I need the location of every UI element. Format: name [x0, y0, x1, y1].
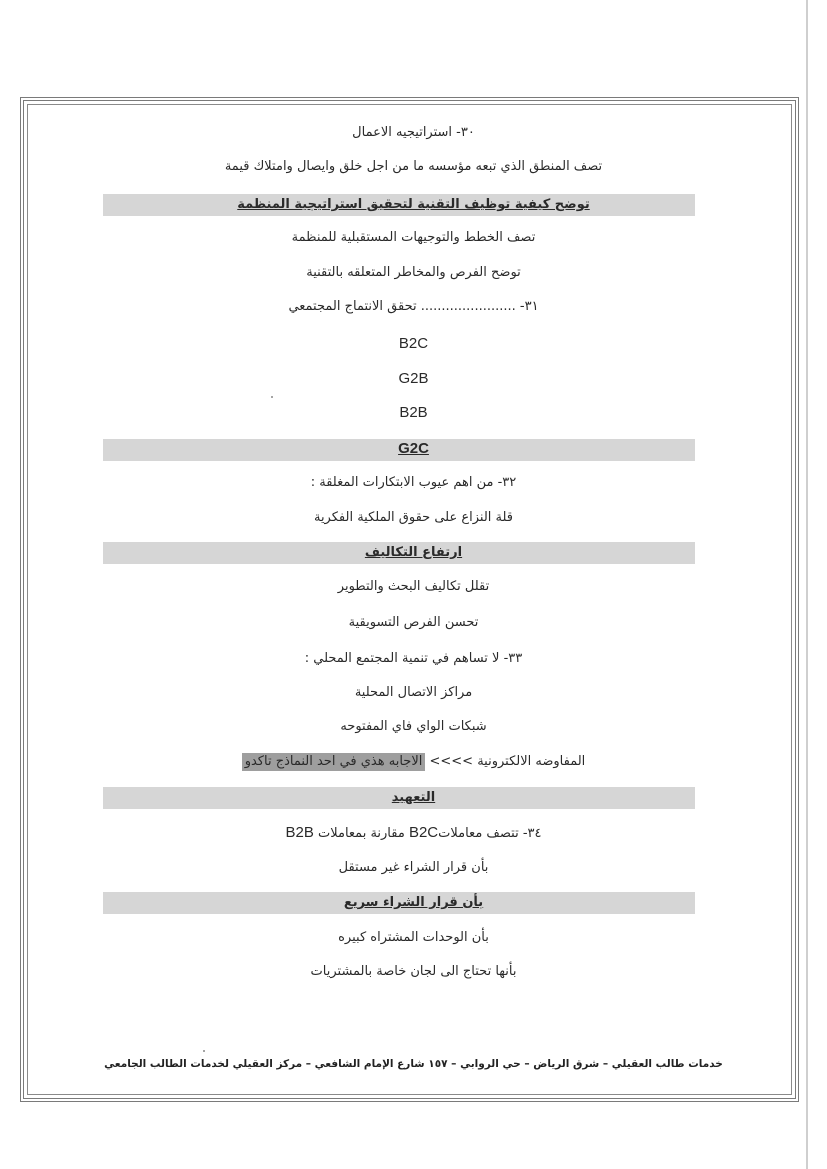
question-31-title: ٣١- ....................... تحقق الانتماج المجتمعي	[288, 299, 539, 314]
q33-option-a: مراكز الاتصال المحلية	[354, 685, 473, 700]
q30-option-b-answer: توضح كيفية توظيف التقنية لتحقيق استراتيجية المنظمة	[237, 197, 590, 212]
q32-option-d: تحسن الفرص التسويقية	[348, 615, 479, 630]
q30-option-c: تصف الخطط والتوجيهات المستقبلية للمنظمة	[291, 230, 536, 245]
q34-option-c: بأن الوحدات المشتراه كبيره	[338, 930, 489, 945]
scan-speck	[203, 1050, 205, 1052]
q31-option-d-answer: G2C	[398, 440, 429, 457]
q34-option-b-answer: بأن قرار الشراء سريع	[343, 895, 484, 910]
question-30-title: ٣٠- استراتيجيه الاعمال	[352, 125, 475, 140]
q34-option-d: بأنها تحتاج الى لجان خاصة بالمشتريات	[310, 964, 517, 979]
q33-option-d-answer: التعهيد	[391, 790, 436, 805]
q31-option-b: G2B	[398, 370, 429, 387]
page-footer: خدمات طالب العقيلي – شرق الرياض – حي الروابي – ١٥٧ شارع الإمام الشافعي – مركز العقيلي لخدمات الطالب الجامعي	[104, 1058, 723, 1070]
q30-option-d: توضح الفرص والمخاطر المتعلقه بالتقنية	[306, 265, 521, 280]
q34-option-a: بأن قرار الشراء غير مستقل	[338, 860, 489, 875]
q30-option-a: تصف المنطق الذي تبعه مؤسسه ما من اجل خلق وايصال وامتلاك قيمة	[224, 159, 603, 174]
q32-option-c: تقلل تكاليف البحث والتطوير	[337, 579, 490, 594]
question-33-title: ٣٣- لا تساهم في تنمية المجتمع المحلي :	[304, 651, 523, 666]
q32-option-a: قلة النزاع على حقوق الملكية الفكرية	[313, 510, 514, 525]
question-34-title: ٣٤- تتصف معاملاتB2C مقارنة بمعاملات B2B	[285, 824, 542, 841]
q33-option-c: المفاوضه الالكترونية >>>> الاجابه هذي في احد النماذج تاكدو	[0, 753, 827, 771]
q32-option-b-answer: ارتفاع التكاليف	[364, 545, 463, 560]
q33-option-b: شبكات الواي فاي المفتوحه	[340, 719, 487, 734]
question-32-title: ٣٢- من اهم عيوب الابتكارات المغلقة :	[310, 475, 517, 490]
scan-speck	[271, 396, 273, 398]
q31-option-c: B2B	[399, 404, 428, 421]
q31-option-a: B2C	[398, 335, 429, 352]
answer-note: الاجابه هذي في احد النماذج تاكدو	[242, 753, 426, 771]
